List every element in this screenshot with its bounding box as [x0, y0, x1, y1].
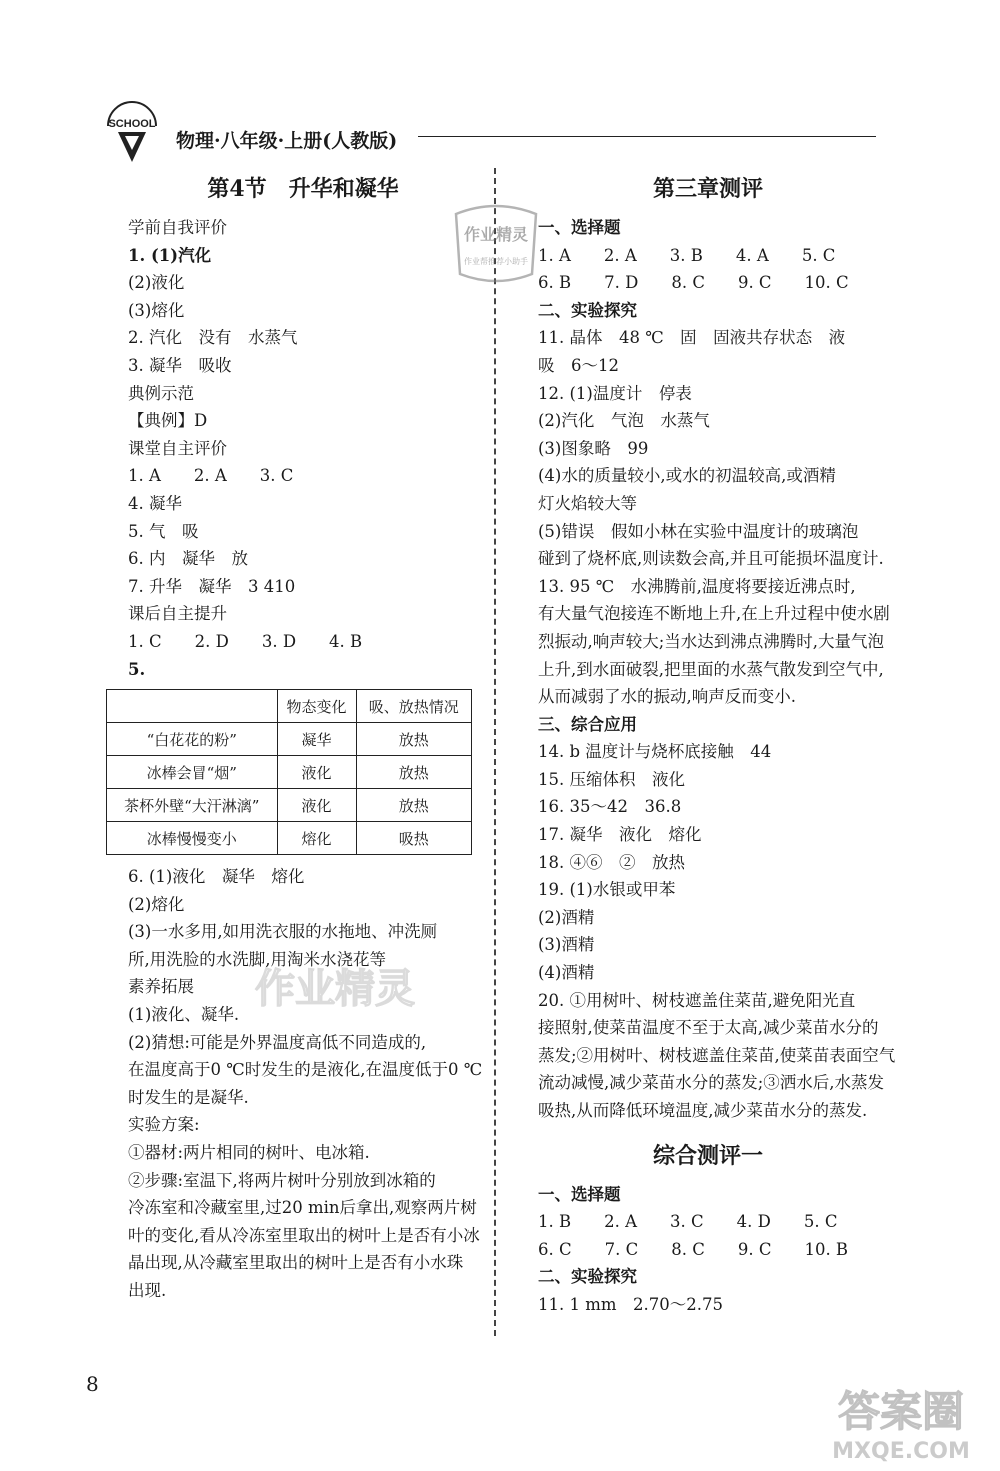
answer-line: 12. (1)温度计 停表: [538, 383, 692, 403]
table-row: [107, 756, 472, 789]
answer-line: 二、实验探究: [538, 1267, 637, 1287]
answer-list-b: [128, 863, 483, 1305]
answer-line: 5.: [128, 659, 146, 679]
page-number: 8: [86, 1372, 99, 1396]
answer-line: (2)酒精: [538, 907, 595, 927]
answer-line: 1. (1)汽化: [128, 245, 212, 265]
answer-line: ①器材:两片相同的树叶、电冰箱.: [128, 1143, 370, 1163]
answer-line: (2)液化: [128, 273, 185, 293]
answer-line: 三、综合应用: [538, 714, 637, 734]
answer-line: 6. (1)液化 凝华 熔化: [128, 867, 305, 887]
table-header-cell: 吸、放热情况: [356, 690, 471, 723]
table-header-row: [107, 690, 472, 723]
answer-list-c: [538, 214, 896, 1125]
table-cell: 放热: [356, 756, 471, 789]
answer-line: 一、选择题: [538, 218, 621, 237]
answer-line: 5. 气 吸: [128, 521, 199, 541]
table-cell: 液化: [277, 789, 356, 822]
section-title-comprehensive-test-1: 综合测评一: [652, 1142, 763, 1169]
answer-line: 6. 内 凝华 放: [128, 549, 248, 569]
answer-line: 4. 凝华: [128, 493, 182, 513]
table-cell: 熔化: [277, 822, 356, 855]
answer-line: 13. 95 ℃ 水沸腾前,温度将要接近沸点时,: [538, 576, 856, 596]
answer-line: 11. 1 mm 2.70～2.75: [538, 1294, 723, 1314]
answer-line: (3)酒精: [538, 935, 595, 955]
header-rule: [418, 136, 876, 137]
svg-text:作业精灵: 作业精灵: [255, 966, 415, 1012]
answer-line: (3)熔化: [128, 300, 185, 320]
answer-line: 烈振动,响声较大;当水达到沸点沸腾时,大量气泡: [538, 631, 885, 651]
answer-line: 素养拓展: [128, 977, 194, 997]
answer-line: 时发生的是凝华.: [128, 1087, 249, 1107]
answer-line: 典例示范: [128, 383, 194, 403]
answer-line: 实验方案:: [128, 1115, 200, 1135]
svg-text:SCHOOL: SCHOOL: [108, 118, 156, 130]
table-header-cell: [107, 690, 278, 723]
svg-text:答案圈: 答案圈: [837, 1387, 965, 1436]
answer-line: 从而减弱了水的振动,响声反而变小.: [538, 687, 796, 707]
answer-line: (1)液化、凝华.: [128, 1005, 240, 1025]
answer-line: 3. 凝华 吸收: [128, 355, 232, 375]
table-cell: 放热: [356, 789, 471, 822]
answer-line: 出现.: [128, 1281, 167, 1300]
answer-line: 1. C 2. D 3. D 4. B: [128, 631, 363, 651]
answer-line: 所,用洗脸的水洗脚,用淘米水浇花等: [128, 949, 386, 969]
answer-line: (2)熔化: [128, 894, 185, 914]
page-header: [100, 100, 880, 170]
answer-line: 20. ①用树叶、树枝遮盖住菜苗,避免阳光直: [538, 990, 856, 1010]
book-title: 物理·八年级·上册(人教版): [176, 130, 398, 152]
answer-line: 流动减慢,减少菜苗水分的蒸发;③洒水后,水蒸发: [538, 1073, 885, 1093]
answer-line: 6. C 7. C 8. C 9. C 10. B: [538, 1239, 849, 1259]
answer-line: 课后自主提升: [128, 604, 227, 624]
answer-line: 一、选择题: [538, 1184, 621, 1204]
table-header-cell: 物态变化: [277, 690, 356, 723]
section-title-sublimation: 第4节 升华和凝华: [207, 176, 399, 202]
answer-line: 上升,到水面破裂,把里面的水蒸气散发到空气中,: [538, 659, 884, 679]
answer-line: 11. 晶体 48 ℃ 固 固液共存状态 液: [538, 328, 846, 348]
svg-text:MXQE.COM: MXQE.COM: [832, 1439, 970, 1464]
state-change-table: [106, 689, 472, 855]
table-cell: 液化: [277, 756, 356, 789]
answer-line: 【典例】D: [128, 411, 208, 431]
table-cell: 吸热: [356, 822, 471, 855]
answer-line: 1. A 2. A 3. C: [128, 466, 294, 486]
answer-line: 冷冻室和冷藏室里,过20 min后拿出,观察两片树: [128, 1198, 477, 1218]
answer-line: 吸热,从而降低环境温度,减少菜苗水分的蒸发.: [538, 1101, 868, 1120]
table-row: [107, 789, 472, 822]
table-cell: 冰棒慢慢变小: [107, 822, 278, 855]
table-cell: “白花花的粉”: [107, 723, 278, 756]
answer-line: 15. 压缩体积 液化: [538, 769, 685, 789]
watermark-text-icon: [230, 956, 440, 1020]
answer-line: (3)图象略 99: [538, 438, 649, 458]
answer-line: 灯火焰较大等: [538, 493, 637, 513]
watermark-stamp-icon: [446, 196, 546, 292]
answer-line: 18. ④⑥ ② 放热: [538, 852, 685, 872]
table-cell: 茶杯外壁“大汗淋漓”: [107, 789, 278, 822]
answer-line: (3)一水多用,如用洗衣服的水拖地、冲洗厕: [128, 922, 438, 942]
answer-line: 学前自我评价: [128, 218, 227, 237]
answer-line: 14. b 温度计与烧杯底接触 44: [538, 742, 772, 762]
answer-line: 叶的变化,看从冷冻室里取出的树叶上是否有小冰: [128, 1225, 480, 1245]
answer-line: (4)酒精: [538, 963, 595, 983]
answer-line: (5)错误 假如小林在实验中温度计的玻璃泡: [538, 521, 859, 541]
answer-line: ②步骤:室温下,将两片树叶分别放到冰箱的: [128, 1170, 436, 1190]
table-cell: 凝华: [277, 723, 356, 756]
table-row: [107, 723, 472, 756]
answer-line: 6. B 7. D 8. C 9. C 10. C: [538, 273, 849, 293]
table-row: [107, 822, 472, 855]
answer-line: 1. B 2. A 3. C 4. D 5. C: [538, 1212, 838, 1232]
answer-line: 蒸发;②用树叶、树枝遮盖住菜苗,使菜苗表面空气: [538, 1045, 896, 1065]
answer-line: 二、实验探究: [538, 300, 637, 320]
answer-line: (2)猜想:可能是外界温度高低不同造成的,: [128, 1032, 427, 1052]
column-divider: [494, 168, 496, 1336]
answer-line: (2)汽化 气泡 水蒸气: [538, 411, 710, 431]
answer-line: 接照射,使菜苗温度不至于太高,减少菜苗水分的: [538, 1018, 879, 1038]
watermark-logo-icon: [812, 1374, 990, 1466]
table-cell: 冰棒会冒“烟”: [107, 756, 278, 789]
left-column: [124, 172, 483, 1305]
section-title-chapter3-test: 第三章测评: [652, 176, 763, 202]
answer-line: 在温度高于0 ℃时发生的是液化,在温度低于0 ℃: [128, 1060, 483, 1080]
svg-text:作业精灵: 作业精灵: [463, 225, 529, 244]
table-cell: 放热: [356, 723, 471, 756]
answer-line: (4)水的质量较小,或水的初温较高,或酒精: [538, 466, 836, 486]
section-gap: [538, 1125, 878, 1139]
answer-line: 17. 凝华 液化 熔化: [538, 825, 702, 845]
answer-line: 碰到了烧杯底,则读数会高,并且可能损坏温度计.: [538, 549, 884, 569]
answer-line: 1. A 2. A 3. B 4. A 5. C: [538, 245, 836, 265]
answer-list-a: [128, 214, 478, 683]
answer-list-d: [538, 1181, 878, 1319]
answer-line: 课堂自主评价: [128, 438, 227, 458]
answer-line: 有大量气泡接连不断地上升,在上升过程中使水剧: [538, 604, 890, 624]
answer-line: 2. 汽化 没有 水蒸气: [128, 328, 298, 348]
answer-line: 晶出现,从冷藏室里取出的树叶上是否有小水珠: [128, 1253, 464, 1273]
answer-line: 7. 升华 凝华 3 410: [128, 576, 296, 596]
answer-line: 16. 35～42 36.8: [538, 797, 682, 817]
answer-line: 吸 6～12: [538, 355, 619, 375]
svg-text:作业帮推荐小助手: 作业帮推荐小助手: [464, 257, 528, 266]
right-column: [538, 172, 896, 1319]
answer-line: 19. (1)水银或甲苯: [538, 880, 676, 900]
school-logo-icon: [100, 100, 164, 170]
